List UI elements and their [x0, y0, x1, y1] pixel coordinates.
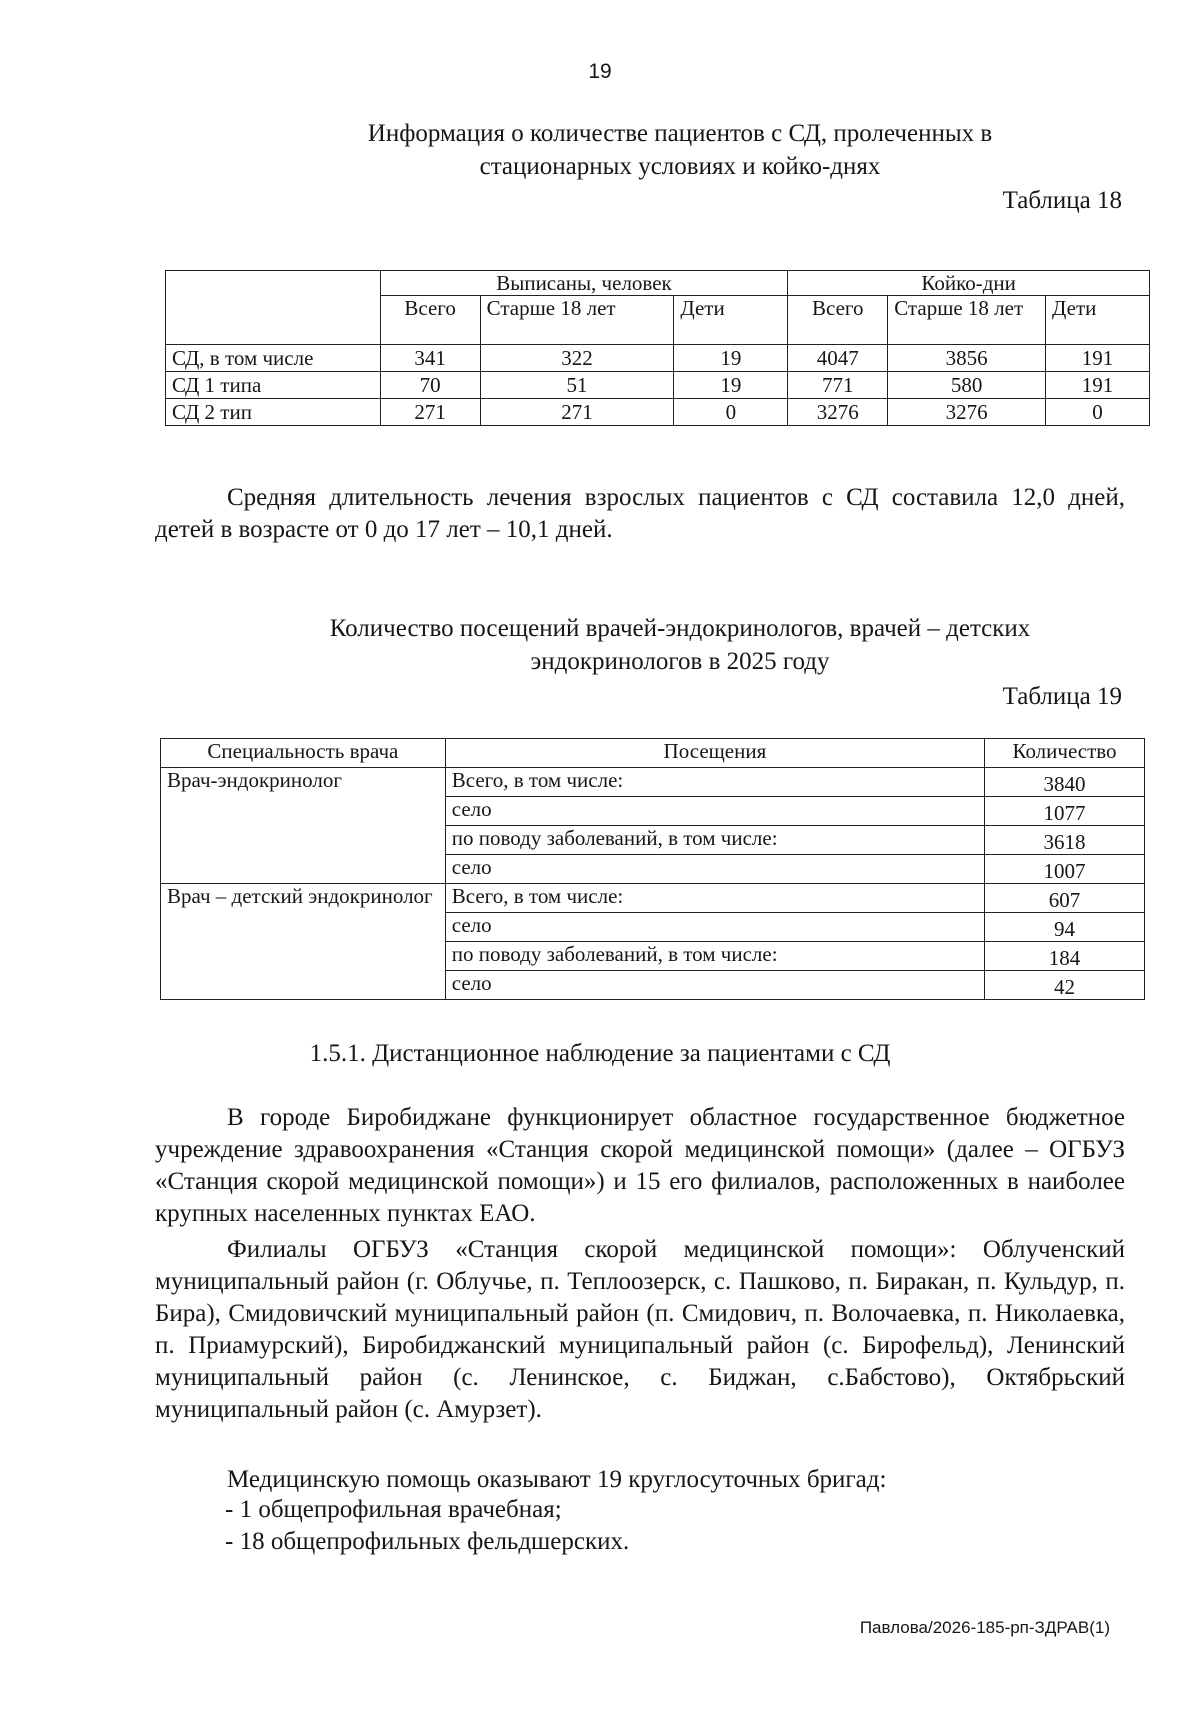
table-row — [166, 399, 1150, 426]
table-row — [161, 884, 1145, 913]
table-row — [161, 768, 1145, 797]
table18-group-header: Выписаны, человек — [380, 271, 788, 296]
section-heading: 1.5.1. Дистанционное наблюдение за пациентами с СД — [309, 1040, 891, 1067]
table-row — [166, 372, 1150, 399]
table19-visit: село — [445, 797, 984, 826]
table19-count: 42 — [985, 971, 1145, 1000]
table-19 — [160, 738, 1145, 1000]
table18-sub-header: Старше 18 лет — [480, 296, 674, 345]
table19-count: 3840 — [985, 768, 1145, 797]
paragraph-ambulance-station: В городе Биробиджане функционирует областное государственное бюджетное учреждение здравоохранения «Станция скорой медицинской помощи» (далее – ОГБУЗ «Станция скорой медицинской помощи») и 15 его филиалов, расположенных в наиболее крупных населенных пунктах ЕАО. — [155, 1104, 1125, 1227]
table19-header: Специальность врача — [161, 739, 446, 768]
table18-sub-header: Дети — [1046, 296, 1150, 345]
table18-cell: 3856 — [888, 345, 1046, 372]
table18-cell: 4047 — [788, 345, 888, 372]
table19-visit: село — [445, 971, 984, 1000]
table19-specialty: Врач – детский эндокринолог — [161, 884, 446, 1000]
paragraph-brigades: Медицинскую помощь оказывают 19 круглосуточных бригад: — [227, 1466, 887, 1493]
table19-visit: по поводу заболеваний, в том числе: — [445, 826, 984, 855]
table18-title — [240, 117, 1120, 183]
table18-group-header-row — [166, 271, 1150, 296]
list-item: - 18 общепрофильных фельдшерских. — [225, 1528, 630, 1555]
paragraph-avg-duration: Средняя длительность лечения взрослых пациентов с СД составила 12,0 дней, детей в возрасте от 0 до 17 лет – 10,1 дней. — [155, 484, 1125, 543]
table19-header: Посещения — [445, 739, 984, 768]
table19-count: 1077 — [985, 797, 1145, 826]
table18-cell: 19 — [674, 372, 788, 399]
table18-cell: 271 — [380, 399, 480, 426]
page-number: 19 — [588, 60, 612, 83]
table18-cell: 3276 — [888, 399, 1046, 426]
table18-cell: 0 — [1046, 399, 1150, 426]
table18-cell: 19 — [674, 345, 788, 372]
table18-cell: 70 — [380, 372, 480, 399]
table19-visit: Всего, в том числе: — [445, 768, 984, 797]
paragraph-branches: Филиалы ОГБУЗ «Станция скорой медицинской помощи»: Облученский муниципальный район (г. Облучье, п. Теплоозерск, с. Пашково, п. Биракан, п. Кульдур, п. Бира), Смидовичский муниципальный район (п. Смидович, п. Волочаевка, п. Николаевка, п. Приамурский), Биробиджанский муниципальный район (с. Бирофельд), Ленинский муниципальный район (с. Ленинское, с. Биджан, с.Бабстово), Октябрьский муниципальный район (с. Амурзет). — [155, 1236, 1125, 1423]
table19-count: 94 — [985, 913, 1145, 942]
table19-specialty: Врач-эндокринолог — [161, 768, 446, 884]
list-item: - 1 общепрофильная врачебная; — [225, 1496, 562, 1523]
table18-label: Таблица 18 — [1002, 187, 1122, 214]
table18-sub-header: Дети — [674, 296, 788, 345]
table18-cell: 191 — [1046, 372, 1150, 399]
table18-sub-header: Всего — [380, 296, 480, 345]
table18-cell: 322 — [480, 345, 674, 372]
table19-count: 1007 — [985, 855, 1145, 884]
table19-visit: по поводу заболеваний, в том числе: — [445, 942, 984, 971]
table18-cell: 0 — [674, 399, 788, 426]
table18-cell: 771 — [788, 372, 888, 399]
document-code: Павлова/2026-185-рп-ЗДРАВ(1) — [859, 1618, 1110, 1637]
table18-cell: 3276 — [788, 399, 888, 426]
table18-corner-cell — [166, 271, 381, 345]
table19-visit: село — [445, 913, 984, 942]
table18-cell: 580 — [888, 372, 1046, 399]
table-row — [166, 345, 1150, 372]
table19-count: 184 — [985, 942, 1145, 971]
table19-header: Количество — [985, 739, 1145, 768]
table18-row-label: СД, в том числе — [166, 345, 381, 372]
table19-header-row — [161, 739, 1145, 768]
table18-row-label: СД 1 типа — [166, 372, 381, 399]
table19-label: Таблица 19 — [1002, 683, 1122, 710]
table18-cell: 341 — [380, 345, 480, 372]
table18-cell: 191 — [1046, 345, 1150, 372]
table18-sub-header: Всего — [788, 296, 888, 345]
table18-sub-header: Старше 18 лет — [888, 296, 1046, 345]
table-18 — [165, 270, 1150, 426]
table19-visit: село — [445, 855, 984, 884]
table18-title-line2: стационарных условиях и койко-днях — [479, 153, 881, 180]
table19-title — [240, 612, 1120, 678]
table18-cell: 271 — [480, 399, 674, 426]
table19-title-line2: эндокринологов в 2025 году — [530, 648, 830, 675]
table18-group-header: Койко-дни — [788, 271, 1150, 296]
table19-count: 3618 — [985, 826, 1145, 855]
table19-count: 607 — [985, 884, 1145, 913]
table18-cell: 51 — [480, 372, 674, 399]
table18-row-label: СД 2 тип — [166, 399, 381, 426]
table18-title-line1: Информация о количестве пациентов с СД, пролеченных в — [367, 120, 993, 147]
table19-title-line1: Количество посещений врачей-эндокринологов, врачей – детских — [329, 615, 1031, 642]
table19-visit: Всего, в том числе: — [445, 884, 984, 913]
